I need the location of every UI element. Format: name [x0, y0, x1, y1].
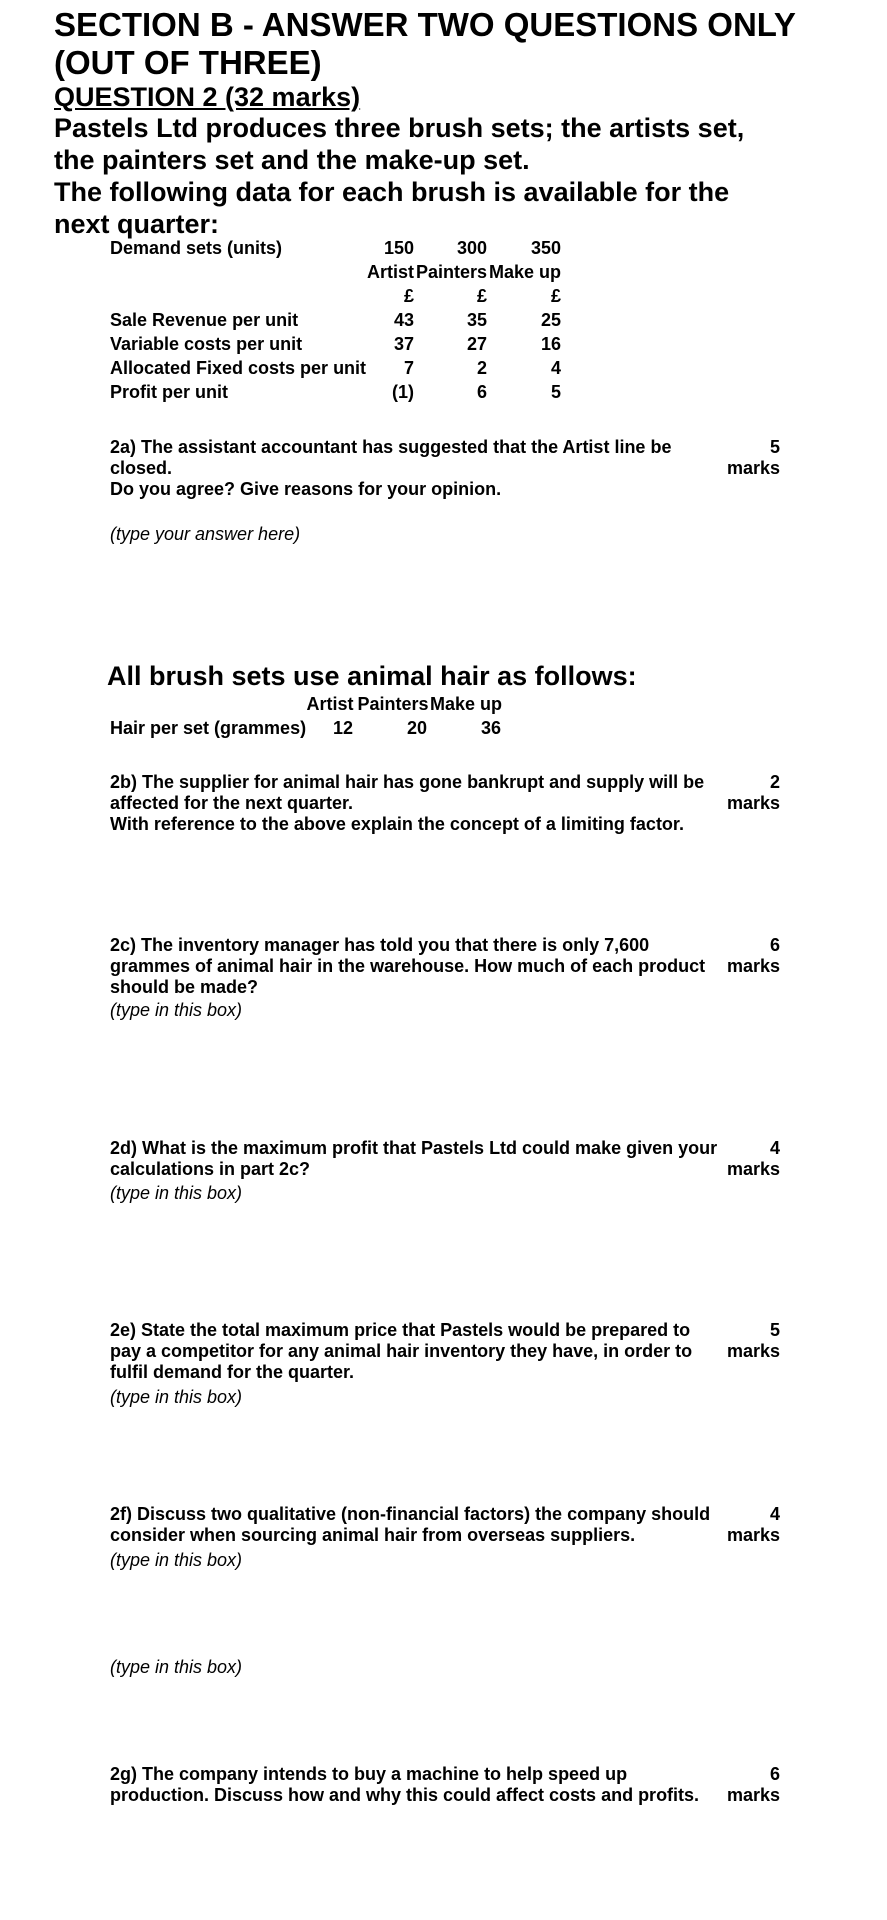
q2f-answer-box[interactable]: (type in this box)	[110, 1550, 243, 1570]
q2a-line3: Do you agree? Give reasons for your opinion.	[110, 479, 502, 499]
q2a-marks-num: 5	[769, 437, 780, 457]
cell: 2	[476, 358, 487, 378]
col-makeup: Make up	[488, 262, 561, 282]
data-table	[0, 236, 887, 406]
q2f-answer-box-2[interactable]: (type in this box)	[110, 1657, 243, 1677]
question-2c	[110, 935, 720, 998]
q2b-marks	[700, 772, 780, 814]
currency-makeup: £	[550, 286, 561, 306]
cell: 16	[540, 334, 561, 354]
hair-row-label: Hair per set (grammes)	[110, 718, 307, 738]
question-title: QUESTION 2 (32 marks)	[54, 82, 361, 112]
cell: 27	[466, 334, 487, 354]
q2d-marks-word: marks	[726, 1159, 780, 1179]
hair-col-artist: Artist	[306, 694, 354, 714]
q2b-line3: With reference to the above explain the concept of a limiting factor.	[110, 814, 684, 834]
q2b-line1: 2b) The supplier for animal hair has gone bankrupt and supply will be	[110, 772, 705, 792]
demand-makeup: 350	[530, 238, 561, 258]
q2f-marks-word: marks	[726, 1525, 780, 1545]
col-painters: Painters	[415, 262, 487, 282]
cell: 20	[406, 718, 428, 738]
q2d-line2: calculations in part 2c?	[110, 1159, 311, 1179]
row-label-fixed: Allocated Fixed costs per unit	[110, 358, 367, 378]
intro-line1: Pastels Ltd produces three brush sets; the artists set,	[54, 113, 745, 143]
question-2e	[110, 1320, 720, 1383]
hair-table	[0, 692, 887, 742]
q2c-line2: grammes of animal hair in the warehouse. How much of each product	[110, 956, 706, 976]
hair-col-makeup: Make up	[429, 694, 503, 714]
cell: 6	[476, 382, 487, 402]
q2d-marks-num: 4	[769, 1138, 780, 1158]
q2c-marks-word: marks	[726, 956, 780, 976]
q2b-marks-word: marks	[726, 793, 780, 813]
q2b-marks-num: 2	[769, 772, 780, 792]
q2e-line2: pay a competitor for any animal hair inventory they have, in order to	[110, 1341, 693, 1361]
cell: 25	[540, 310, 561, 330]
q2c-line1: 2c) The inventory manager has told you that there is only 7,600	[110, 935, 650, 955]
q2c-marks	[700, 935, 780, 977]
q2f-marks-num: 4	[769, 1504, 780, 1524]
question-2g	[110, 1764, 720, 1806]
q2g-marks-word: marks	[726, 1785, 780, 1805]
question-2f	[110, 1504, 720, 1546]
q2g-line2: production. Discuss how and why this could affect costs and profits.	[110, 1785, 700, 1805]
q2e-marks-word: marks	[726, 1341, 780, 1361]
question-2d	[110, 1138, 720, 1180]
row-label-revenue: Sale Revenue per unit	[110, 310, 299, 330]
q2f-line2: consider when sourcing animal hair from overseas suppliers.	[110, 1525, 636, 1545]
q2d-marks	[700, 1138, 780, 1180]
cell: 5	[550, 382, 561, 402]
q2e-line1: 2e) State the total maximum price that Pastels would be prepared to	[110, 1320, 691, 1340]
section-heading	[54, 6, 796, 82]
q2f-marks	[700, 1504, 780, 1546]
q2g-marks	[700, 1764, 780, 1806]
cell: (1)	[392, 382, 414, 402]
demand-painters: 300	[456, 238, 487, 258]
currency-artist: £	[403, 286, 414, 306]
q2a-line2: closed.	[110, 458, 173, 478]
section-heading-line2: (OUT OF THREE)	[54, 44, 322, 81]
q2g-marks-num: 6	[769, 1764, 780, 1784]
hair-heading: All brush sets use animal hair as follows:	[107, 661, 637, 691]
q2e-marks-num: 5	[769, 1320, 780, 1340]
col-artist: Artist	[366, 262, 414, 282]
intro-line2: the painters set and the make-up set.	[54, 145, 530, 175]
currency-painters: £	[476, 286, 487, 306]
demand-artist: 150	[383, 238, 414, 258]
cell: 37	[393, 334, 414, 354]
q2e-answer-box[interactable]: (type in this box)	[110, 1387, 243, 1407]
cell: 35	[466, 310, 487, 330]
q2a-answer-box[interactable]: (type your answer here)	[110, 524, 301, 544]
cell: 7	[403, 358, 414, 378]
cell: 12	[332, 718, 354, 738]
q2a-marks	[700, 437, 780, 479]
demand-label: Demand sets (units)	[110, 238, 283, 258]
q2d-answer-box[interactable]: (type in this box)	[110, 1183, 243, 1203]
q2f-line1: 2f) Discuss two qualitative (non-financial factors) the company should	[110, 1504, 711, 1524]
q2c-answer-box[interactable]: (type in this box)	[110, 1000, 243, 1020]
q2a-marks-word: marks	[726, 458, 780, 478]
intro-text	[54, 112, 744, 240]
row-label-variable: Variable costs per unit	[110, 334, 303, 354]
q2e-marks	[700, 1320, 780, 1362]
q2c-line3: should be made?	[110, 977, 259, 997]
intro-line4: next quarter:	[54, 209, 220, 239]
q2d-line1: 2d) What is the maximum profit that Pastels Ltd could make given your	[110, 1138, 718, 1158]
q2a-line1: 2a) The assistant accountant has suggested that the Artist line be	[110, 437, 672, 457]
section-heading-line1: SECTION B - ANSWER TWO QUESTIONS ONLY	[54, 6, 796, 43]
q2g-line1: 2g) The company intends to buy a machine to help speed up	[110, 1764, 628, 1784]
intro-line3: The following data for each brush is available for the	[54, 177, 730, 207]
q2e-line3: fulfil demand for the quarter.	[110, 1362, 355, 1382]
cell: 36	[480, 718, 502, 738]
question-2b	[110, 772, 720, 835]
cell: 4	[550, 358, 561, 378]
q2b-line2: affected for the next quarter.	[110, 793, 354, 813]
q2c-marks-num: 6	[769, 935, 780, 955]
cell: 43	[393, 310, 414, 330]
question-2a	[110, 437, 720, 500]
hair-col-painters: Painters	[357, 694, 429, 714]
row-label-profit: Profit per unit	[110, 382, 228, 402]
